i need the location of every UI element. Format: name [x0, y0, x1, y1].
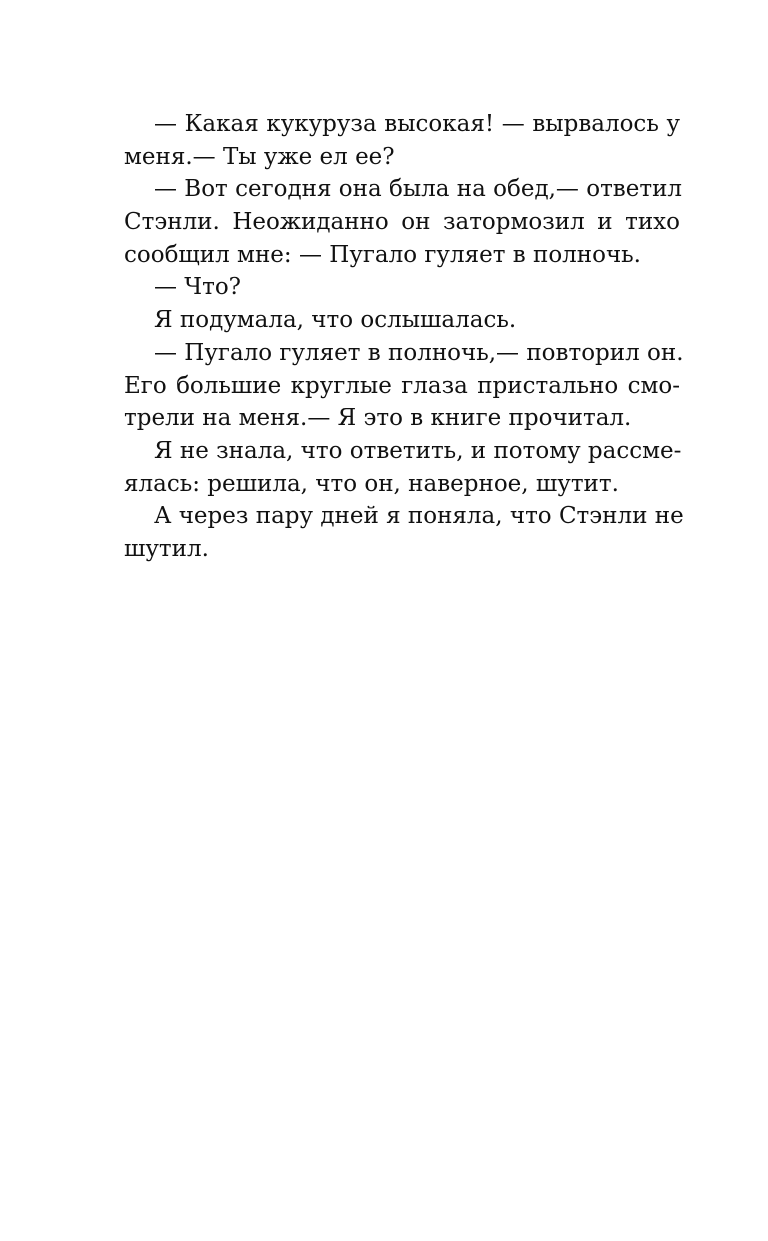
page-text: [124, 108, 684, 566]
text-line: А через пару дней я поняла, что Стэнли не: [154, 503, 684, 530]
text-line: — Вот сегодня она была на обед,— ответил: [154, 176, 683, 203]
text-line: — Какая кукуруза высокая! — вырвалось у: [154, 111, 680, 137]
text-line: шутил.: [124, 535, 209, 562]
text-line: сообщил мне: — Пугало гуляет в полночь.: [124, 241, 641, 268]
text-line: — Пугало гуляет в полночь,— повторил он.: [154, 339, 684, 366]
text-line: меня.— Ты уже ел ее?: [124, 143, 395, 170]
text-line: Я подумала, что ослышалась.: [154, 307, 517, 334]
text-line: ялась: решила, что он, наверное, шутит.: [124, 470, 619, 497]
text-line: трели на меня.— Я это в книге прочитал.: [124, 405, 632, 432]
text-line: Я не знала, что ответить, и потому рассме-: [154, 437, 682, 464]
text-line: Стэнли. Неожиданно он затормозил и тихо: [124, 209, 680, 236]
text-line: Его большие круглые глаза пристально смо-: [124, 372, 680, 399]
text-line: — Что?: [154, 274, 241, 301]
